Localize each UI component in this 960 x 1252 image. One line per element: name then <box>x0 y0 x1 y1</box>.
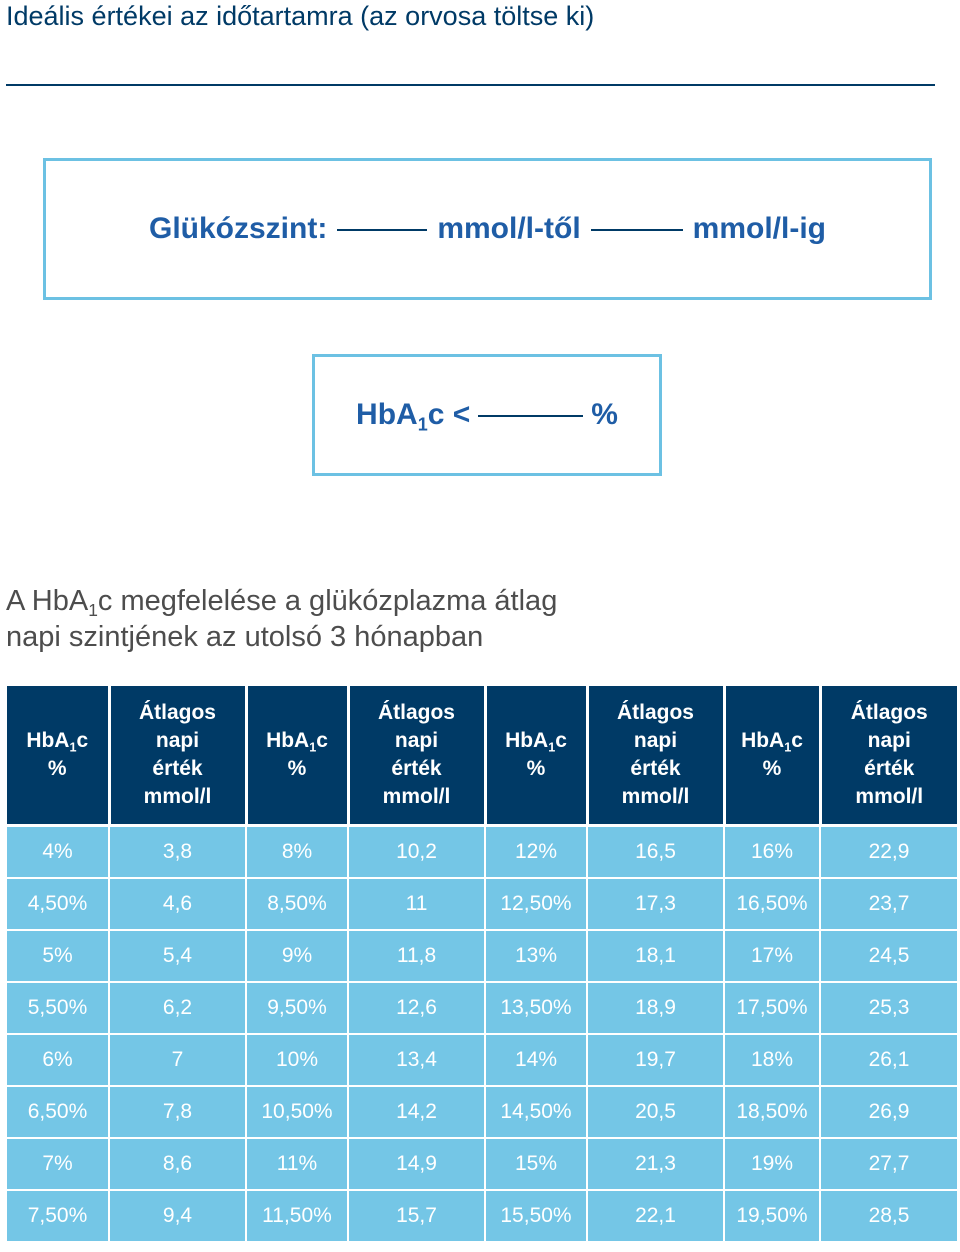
hba1c-percent-cell: 16% <box>724 826 820 879</box>
table-row <box>7 982 957 1034</box>
header-hba1c-percent: HbA$_1$c % <box>485 686 587 826</box>
average-daily-value-cell: 27,7 <box>820 1138 957 1190</box>
average-daily-value-cell: 20,5 <box>587 1086 724 1138</box>
header-average-daily-value: Átlagos napi érték mmol/l <box>109 686 246 826</box>
hba1c-percent-cell: 11% <box>246 1138 348 1190</box>
table-header-row <box>7 686 957 826</box>
hba1c-percent-cell: 7,50% <box>7 1190 109 1241</box>
header-average-daily-value: Átlagos napi érték mmol/l <box>348 686 485 826</box>
average-daily-value-cell: 9,4 <box>109 1190 246 1241</box>
hba1c-percent-cell: 5% <box>7 930 109 982</box>
hba1c-percent-cell: 13,50% <box>485 982 587 1034</box>
hba1c-percent-cell: 12% <box>485 826 587 879</box>
table-row <box>7 878 957 930</box>
average-daily-value-cell: 11 <box>348 878 485 930</box>
table-row <box>7 1190 957 1241</box>
hba1c-percent-cell: 6% <box>7 1034 109 1086</box>
header-average-daily-value: Átlagos napi érték mmol/l <box>820 686 957 826</box>
glucose-label: Glükózszint: <box>148 212 328 245</box>
hba1c-percent-cell: 16,50% <box>724 878 820 930</box>
hba1c-target-box <box>312 354 662 476</box>
average-daily-value-cell: 22,1 <box>587 1190 724 1241</box>
average-daily-value-cell: 19,7 <box>587 1034 724 1086</box>
header-average-daily-value: Átlagos napi érték mmol/l <box>587 686 724 826</box>
hba1c-percent-cell: 4,50% <box>7 878 109 930</box>
average-daily-value-cell: 16,5 <box>587 826 724 879</box>
glucose-from-blank[interactable] <box>337 227 427 231</box>
hba1c-target-label: HbA$_1$c < <box>356 398 471 435</box>
hba1c-percent-cell: 13% <box>485 930 587 982</box>
average-daily-value-cell: 21,3 <box>587 1138 724 1190</box>
average-daily-value-cell: 23,7 <box>820 878 957 930</box>
table-row <box>7 930 957 982</box>
average-daily-value-cell: 7 <box>109 1034 246 1086</box>
glucose-to-unit: mmol/l-ig <box>692 212 826 245</box>
hba1c-percent-cell: 19% <box>724 1138 820 1190</box>
heading-divider <box>6 84 935 86</box>
average-daily-value-cell: 8,6 <box>109 1138 246 1190</box>
average-daily-value-cell: 5,4 <box>109 930 246 982</box>
hba1c-percent-cell: 4% <box>7 826 109 879</box>
hba1c-percent-cell: 9% <box>246 930 348 982</box>
average-daily-value-cell: 14,2 <box>348 1086 485 1138</box>
hba1c-percent-cell: 19,50% <box>724 1190 820 1241</box>
hba1c-percent-cell: 14,50% <box>485 1086 587 1138</box>
average-daily-value-cell: 24,5 <box>820 930 957 982</box>
hba1c-target-unit: % <box>591 398 618 431</box>
hba1c-percent-cell: 8,50% <box>246 878 348 930</box>
table-title: A HbA$_1$c megfelelése a glükózplazma átlag napi szintjének az utolsó 3 hónapban <box>6 585 558 653</box>
average-daily-value-cell: 25,3 <box>820 982 957 1034</box>
average-daily-value-cell: 11,8 <box>348 930 485 982</box>
average-daily-value-cell: 17,3 <box>587 878 724 930</box>
hba1c-conversion-table <box>7 686 957 1241</box>
hba1c-percent-cell: 6,50% <box>7 1086 109 1138</box>
hba1c-percent-cell: 17% <box>724 930 820 982</box>
hba1c-target-blank[interactable] <box>478 413 583 417</box>
average-daily-value-cell: 26,9 <box>820 1086 957 1138</box>
hba1c-percent-cell: 7% <box>7 1138 109 1190</box>
average-daily-value-cell: 18,1 <box>587 930 724 982</box>
hba1c-percent-cell: 10% <box>246 1034 348 1086</box>
hba1c-percent-cell: 14% <box>485 1034 587 1086</box>
average-daily-value-cell: 26,1 <box>820 1034 957 1086</box>
glucose-to-blank[interactable] <box>591 227 683 231</box>
average-daily-value-cell: 13,4 <box>348 1034 485 1086</box>
average-daily-value-cell: 22,9 <box>820 826 957 879</box>
header-hba1c-percent: HbA$_1$c % <box>246 686 348 826</box>
glucose-range-box <box>43 158 932 300</box>
average-daily-value-cell: 10,2 <box>348 826 485 879</box>
average-daily-value-cell: 7,8 <box>109 1086 246 1138</box>
table-row <box>7 1034 957 1086</box>
glucose-from-unit: mmol/l-től <box>437 212 581 245</box>
header-hba1c-percent: HbA$_1$c % <box>7 686 109 826</box>
average-daily-value-cell: 6,2 <box>109 982 246 1034</box>
header-hba1c-percent: HbA$_1$c % <box>724 686 820 826</box>
average-daily-value-cell: 14,9 <box>348 1138 485 1190</box>
table-row <box>7 826 957 879</box>
page-heading: Ideális értékei az időtartamra (az orvosa töltse ki) <box>6 1 595 31</box>
average-daily-value-cell: 12,6 <box>348 982 485 1034</box>
hba1c-percent-cell: 5,50% <box>7 982 109 1034</box>
hba1c-percent-cell: 9,50% <box>246 982 348 1034</box>
table-row <box>7 1138 957 1190</box>
table-row <box>7 1086 957 1138</box>
average-daily-value-cell: 4,6 <box>109 878 246 930</box>
hba1c-percent-cell: 15,50% <box>485 1190 587 1241</box>
hba1c-percent-cell: 8% <box>246 826 348 879</box>
hba1c-percent-cell: 18,50% <box>724 1086 820 1138</box>
average-daily-value-cell: 18,9 <box>587 982 724 1034</box>
hba1c-percent-cell: 11,50% <box>246 1190 348 1241</box>
hba1c-percent-cell: 15% <box>485 1138 587 1190</box>
average-daily-value-cell: 28,5 <box>820 1190 957 1241</box>
average-daily-value-cell: 15,7 <box>348 1190 485 1241</box>
hba1c-percent-cell: 12,50% <box>485 878 587 930</box>
average-daily-value-cell: 3,8 <box>109 826 246 879</box>
hba1c-percent-cell: 18% <box>724 1034 820 1086</box>
hba1c-percent-cell: 17,50% <box>724 982 820 1034</box>
hba1c-percent-cell: 10,50% <box>246 1086 348 1138</box>
